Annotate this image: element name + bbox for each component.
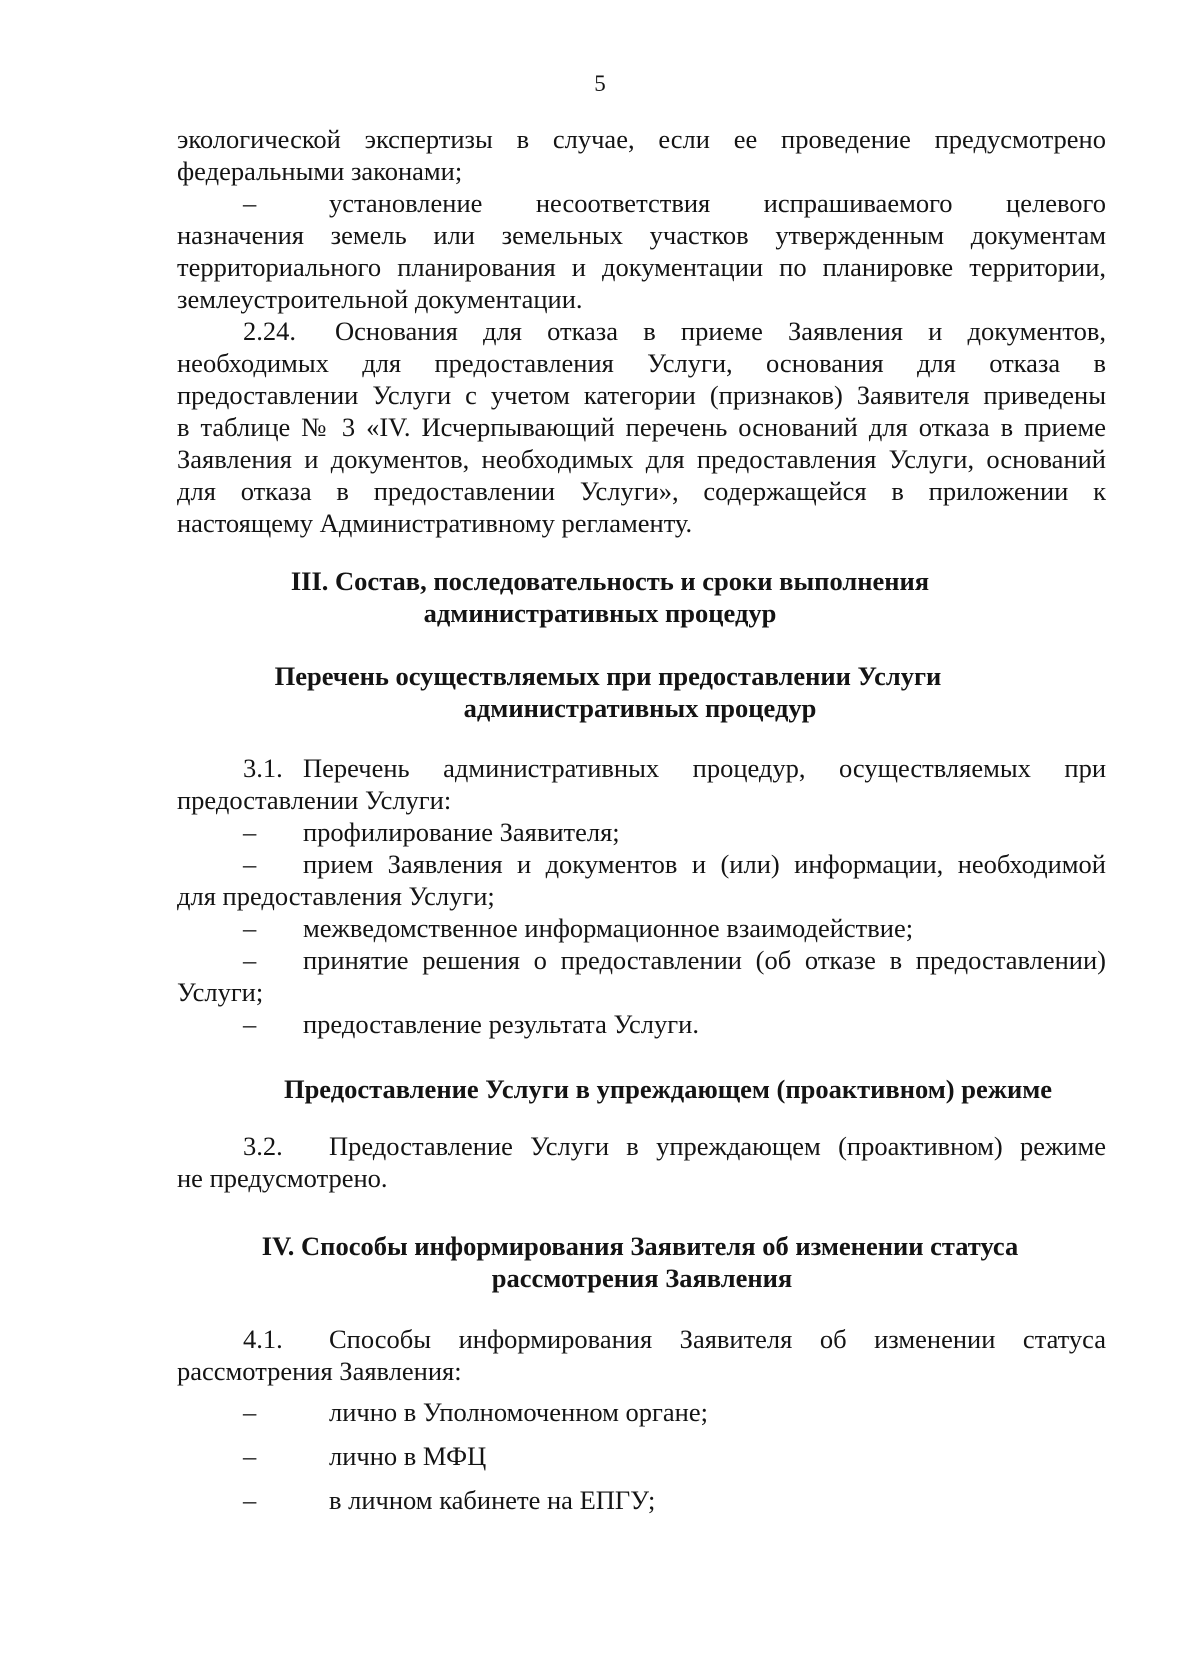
list-dash: – bbox=[243, 1441, 257, 1471]
text-line: Основания для отказа в приеме Заявления и документов, bbox=[335, 316, 1106, 346]
subsection-heading: Предоставление Услуги в упреждающем (проактивном) режиме bbox=[283, 1074, 1053, 1104]
text-line: необходимых для предоставления Услуги, основания для отказа в bbox=[177, 348, 1106, 378]
paragraph-number: 3.1. bbox=[243, 753, 283, 783]
text-line: настоящему Административному регламенту. bbox=[177, 508, 693, 538]
subsection-heading: Перечень осуществляемых при предоставлении Услуги bbox=[274, 661, 942, 691]
list-item: профилирование Заявителя; bbox=[303, 817, 620, 847]
list-item: лично в МФЦ bbox=[329, 1441, 487, 1471]
text-line: рассмотрения Заявления: bbox=[177, 1356, 462, 1386]
text-line: установление несоответствия испрашиваемого целевого bbox=[329, 188, 1106, 218]
list-item: Услуги; bbox=[177, 977, 264, 1007]
list-item: прием Заявления и документов и (или) информации, необходимой bbox=[303, 849, 1106, 879]
text-line: федеральными законами; bbox=[177, 156, 463, 186]
list-item: для предоставления Услуги; bbox=[177, 881, 495, 911]
list-dash: – bbox=[243, 1009, 257, 1039]
list-item: принятие решения о предоставлении (об отказе в предоставлении) bbox=[303, 945, 1106, 975]
text-line: предоставлении Услуги с учетом категории (признаков) Заявителя приведены bbox=[177, 380, 1106, 410]
section-heading: III. Состав, последовательность и сроки выполнения bbox=[290, 566, 930, 596]
text-line: предоставлении Услуги: bbox=[177, 785, 452, 815]
list-dash: – bbox=[243, 849, 257, 879]
text-line: назначения земель или земельных участков утвержденным документам bbox=[177, 220, 1106, 250]
text-line: в таблице № 3 «IV. Исчерпывающий перечень оснований для отказа в приеме bbox=[177, 412, 1106, 442]
paragraph-number: 3.2. bbox=[243, 1131, 283, 1161]
text-line: Способы информирования Заявителя об изменении статуса bbox=[329, 1324, 1106, 1354]
text-line: землеустроительной документации. bbox=[177, 284, 583, 314]
list-item: в личном кабинете на ЕПГУ; bbox=[329, 1485, 656, 1515]
page-number: 5 bbox=[594, 71, 606, 96]
list-item: межведомственное информационное взаимодействие; bbox=[303, 913, 914, 943]
list-dash: – bbox=[243, 817, 257, 847]
text-line: не предусмотрено. bbox=[177, 1163, 388, 1193]
subsection-heading: административных процедур bbox=[463, 693, 817, 723]
text-line: Предоставление Услуги в упреждающем (проактивном) режиме bbox=[329, 1131, 1106, 1161]
text-line: экологической экспертизы в случае, если ее проведение предусмотрено bbox=[177, 124, 1106, 154]
list-dash: – bbox=[243, 188, 257, 218]
paragraph-number: 4.1. bbox=[243, 1324, 283, 1354]
list-dash: – bbox=[243, 945, 257, 975]
text-line: для отказа в предоставлении Услуги», содержащейся в приложении к bbox=[177, 476, 1106, 506]
section-heading: административных процедур bbox=[423, 598, 777, 628]
list-item: лично в Уполномоченном органе; bbox=[329, 1397, 708, 1427]
section-heading: IV. Способы информирования Заявителя об изменении статуса bbox=[261, 1231, 1019, 1261]
text-line: территориального планирования и документации по планировке территории, bbox=[177, 252, 1106, 282]
list-dash: – bbox=[243, 913, 257, 943]
text-line: Перечень административных процедур, осуществляемых при bbox=[303, 753, 1106, 783]
list-item: предоставление результата Услуги. bbox=[303, 1009, 699, 1039]
list-dash: – bbox=[243, 1397, 257, 1427]
text-line: Заявления и документов, необходимых для предоставления Услуги, оснований bbox=[177, 444, 1106, 474]
list-dash: – bbox=[243, 1485, 257, 1515]
paragraph-number: 2.24. bbox=[243, 316, 296, 346]
section-heading: рассмотрения Заявления bbox=[491, 1263, 793, 1293]
